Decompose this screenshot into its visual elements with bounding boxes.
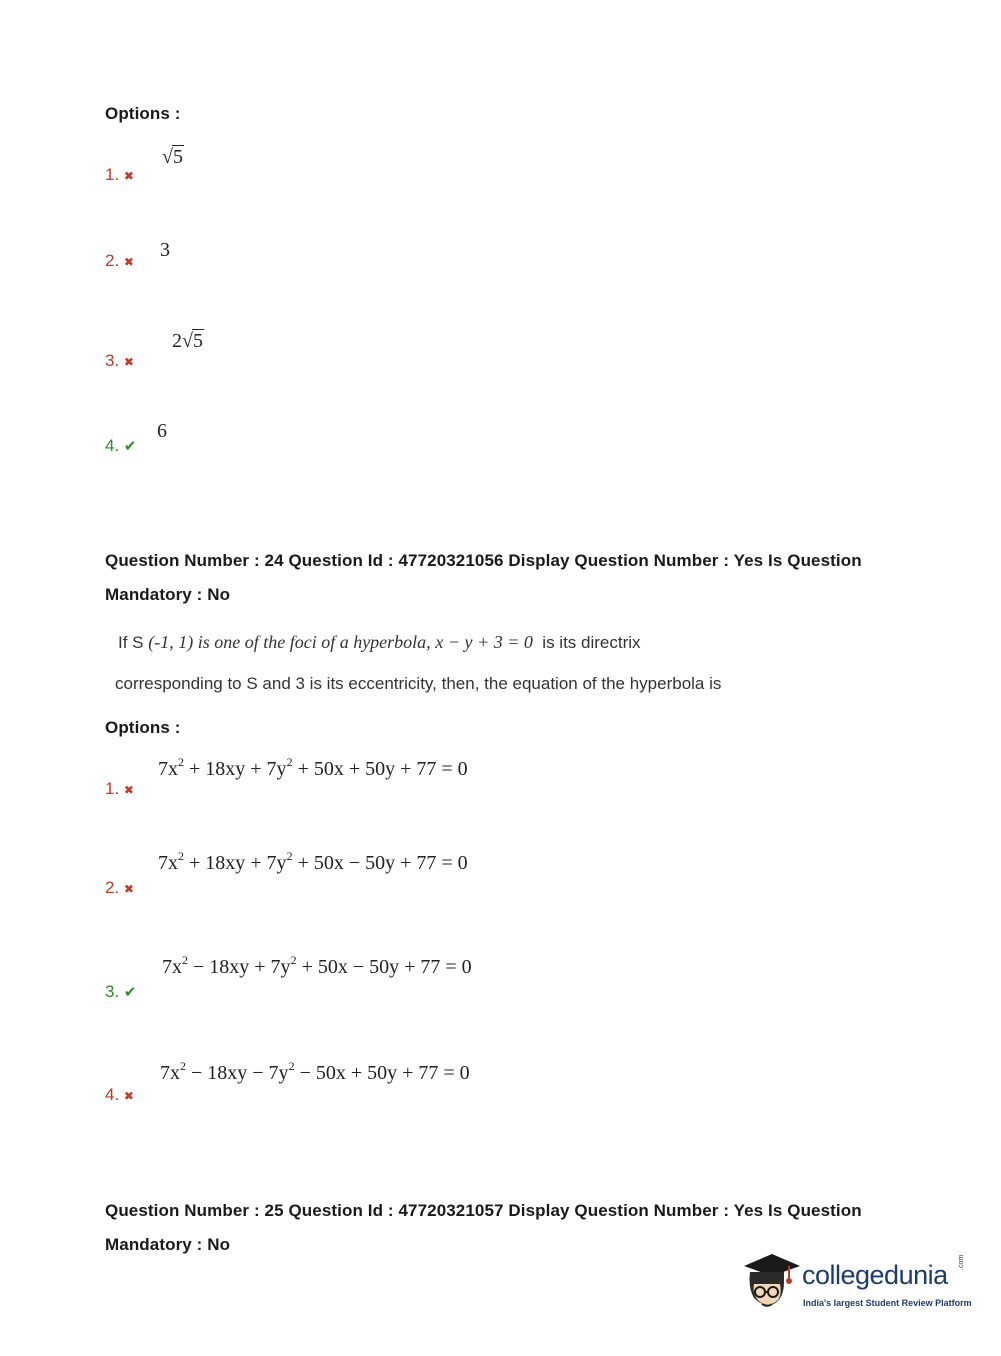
option-value: 2√5 (172, 330, 203, 352)
cross-icon: ✖ (123, 169, 134, 183)
check-icon: ✔ (123, 438, 137, 455)
question-header: Question Number : 24 Question Id : 47720321056 Display Question Number : Yes Is Question (105, 551, 862, 570)
question-text-line1: If S (-1, 1) is one of the foci of a hyperbola, x − y + 3 = 0 is its directrix (118, 632, 641, 652)
option-number: 3. ✖ (105, 351, 134, 370)
check-icon: ✔ (123, 984, 137, 1001)
cross-icon: ✖ (123, 1089, 134, 1103)
question-header: Question Number : 25 Question Id : 47720321057 Display Question Number : Yes Is Question (105, 1201, 862, 1220)
option-number: 2. ✖ (105, 251, 134, 270)
option-number: 2. ✖ (105, 878, 134, 897)
cross-icon: ✖ (123, 783, 134, 797)
option-value: 6 (157, 420, 167, 442)
cross-icon: ✖ (123, 255, 134, 269)
question-mandatory: Mandatory : No (105, 585, 231, 604)
collegedunia-logo (740, 1248, 972, 1320)
cross-icon: ✖ (123, 355, 134, 369)
option-number: 4. ✖ (105, 1085, 134, 1104)
cross-icon: ✖ (123, 882, 134, 896)
option-equation: $7x^2 - 18xy + 7y^2 + 50x - 50y + 77 = 0$ (162, 953, 472, 978)
question-mandatory: Mandatory : No (105, 1235, 231, 1254)
mascot-graduation-cap-icon (740, 1248, 802, 1318)
option-value: √5 (162, 146, 183, 168)
option-number: 3. ✔ (105, 982, 137, 1001)
logo-name: collegedunia (802, 1260, 948, 1290)
option-equation: $7x^2 - 18xy - 7y^2 - 50x + 50y + 77 = 0$ (160, 1059, 470, 1084)
logo-tagline: India's largest Student Review Platform (803, 1298, 972, 1308)
options-heading-q23: Options : (105, 104, 181, 123)
option-number: 4. ✔ (105, 436, 137, 455)
option-equation: $7x^2 + 18xy + 7y^2 + 50x + 50y + 77 = 0$ (158, 755, 468, 780)
logo-suffix: .com (958, 1254, 965, 1270)
option-number: 1. ✖ (105, 165, 134, 184)
option-value: 3 (160, 239, 170, 261)
options-heading-q24: Options : (105, 718, 181, 737)
question-text-line2: corresponding to S and 3 is its eccentricity, then, the equation of the hyperbola is (115, 674, 722, 693)
option-number: 1. ✖ (105, 779, 134, 798)
option-equation: $7x^2 + 18xy + 7y^2 + 50x - 50y + 77 = 0$ (158, 849, 468, 874)
